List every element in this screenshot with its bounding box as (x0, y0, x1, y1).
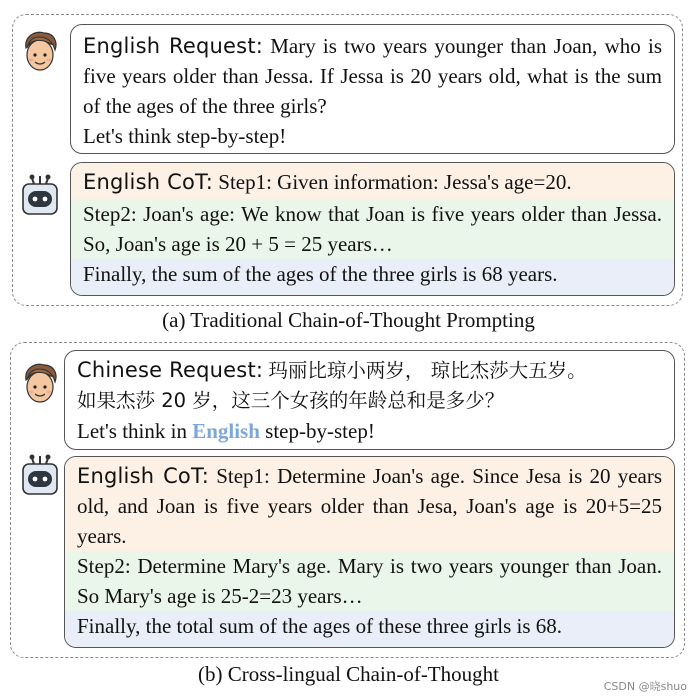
cot-step2: Step2: Joan's age: We know that Joan is five years older than Jessa. So, Joan's age is 20 + 5 = 25 years… (83, 202, 662, 256)
cot-step2-band (71, 199, 674, 259)
user-avatar-icon (20, 362, 60, 408)
cot-step1: Step1: Given information: Jessa's age=20. (218, 170, 572, 194)
request-suffix-pre: Let's think in (77, 419, 193, 443)
cot-label: English CoT: (77, 464, 209, 488)
user-avatar-icon (20, 30, 60, 76)
robot-icon (20, 172, 60, 216)
watermark: CSDN @晓shuo (603, 680, 687, 693)
cot-final: Finally, the total sum of the ages of these three girls is 68. (77, 614, 563, 638)
cot-final: Finally, the sum of the ages of the three girls is 68 years. (83, 262, 558, 286)
cot-step1-band (71, 163, 674, 199)
request-label: Chinese Request: (77, 358, 264, 382)
cot-bubble-english (70, 162, 675, 296)
cot-final-band (65, 611, 674, 648)
request-suffix: Let's think step-by-step! (83, 124, 287, 148)
request-text: Mary is two years younger than Joan, who is five years older than Jessa. If Jessa is 20 years old, what is the sum of the ages of the three girls? (83, 34, 662, 118)
request-zh-line1: 玛丽比琼小两岁， 琼比杰莎大五岁。 (268, 359, 587, 382)
request-suffix-highlight: English (192, 419, 260, 443)
caption-a: (a) Traditional Chain-of-Thought Prompting (162, 308, 535, 332)
request-bubble-english (70, 24, 675, 154)
request-text-block (77, 355, 664, 446)
caption-b: (b) Cross-lingual Chain-of-Thought (198, 662, 499, 686)
cot-step1-band (65, 457, 674, 551)
robot-icon (20, 452, 60, 496)
request-bubble-chinese (64, 350, 675, 450)
request-zh-line2: 如果杰莎 20 岁，这三个女孩的年龄总和是多少？ (77, 389, 505, 412)
request-suffix (77, 416, 664, 446)
cot-step1: Step1: Determine Joan's age. Since Jesa is 20 years old, and Joan is five years older than Jesa, Joan's age is 20+5=25 years. (77, 464, 663, 548)
request-label: English Request: (83, 34, 264, 58)
cot-label: English CoT: (83, 170, 214, 194)
cot-step2-band (65, 551, 674, 611)
cot-final-band (71, 259, 674, 296)
request-text-block (83, 31, 662, 151)
cot-step2: Step2: Determine Mary's age. Mary is two years younger than Joan. So Mary's age is 25-2=23 years… (77, 554, 662, 608)
cot-bubble-english (64, 456, 675, 648)
request-suffix-post: step-by-step! (259, 419, 375, 443)
